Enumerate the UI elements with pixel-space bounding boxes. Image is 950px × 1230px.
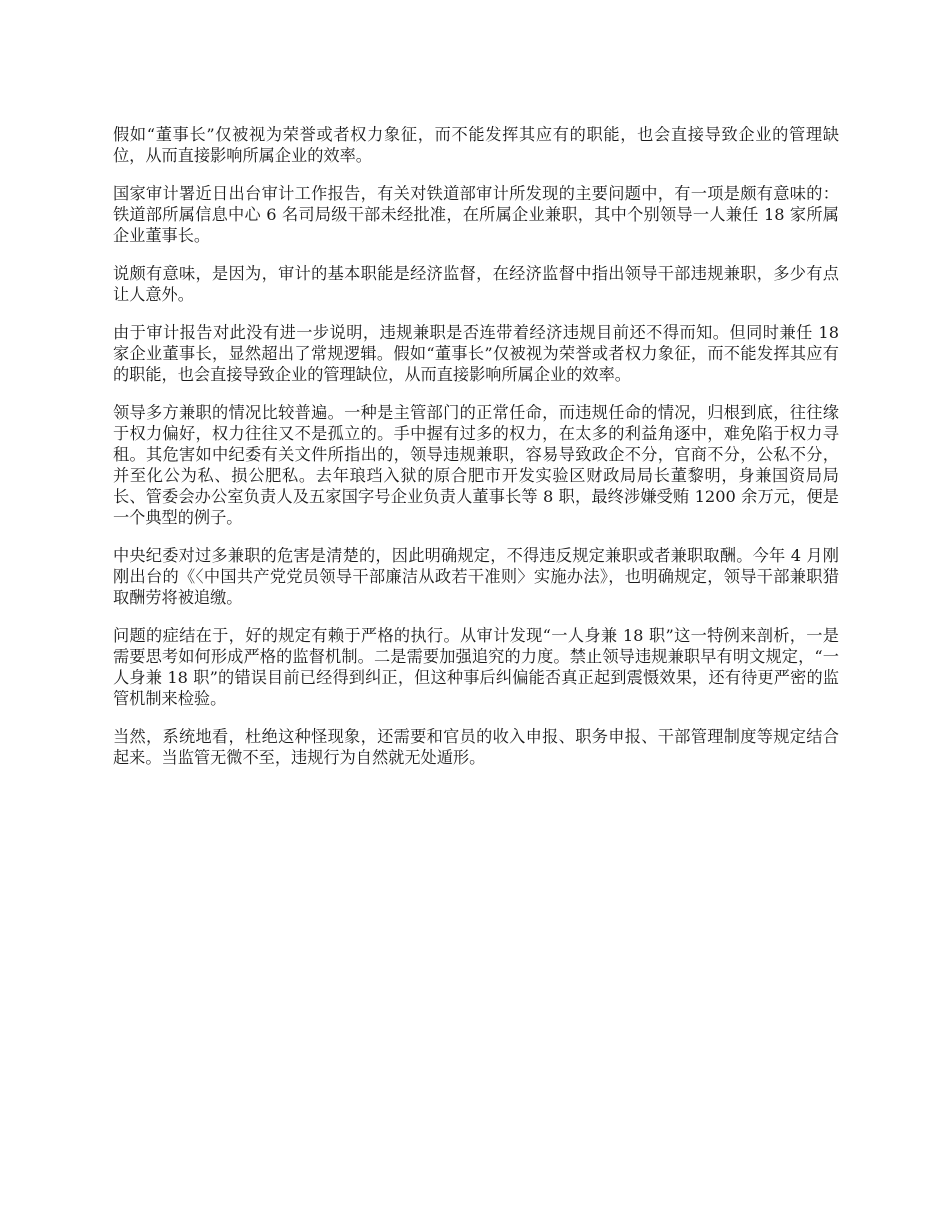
paragraph-1: 假如“董事长”仅被视为荣誉或者权力象征，而不能发挥其应有的职能，也会直接导致企业的管理缺位，从而直接影响所属企业的效率。	[113, 125, 839, 165]
paragraph-8: 当然，系统地看，杜绝这种怪现象，还需要和官员的收入申报、职务申报、干部管理制度等规定结合起来。当监管无微不至，违规行为自然就无处遁形。	[113, 727, 839, 767]
paragraph-7: 问题的症结在于，好的规定有赖于严格的执行。从审计发现“一人身兼 18 职”这一特例来剖析，一是需要思考如何形成严格的监督机制。二是需要加强追究的力度。禁止领导违规兼职早有明文规定，“一人身兼 18 职”的错误目前已经得到纠正，但这种事后纠偏能否真正起到震慑效果，还有待更严密的监管机制来检验。	[113, 626, 839, 708]
document-body	[113, 124, 839, 785]
paragraph-2: 国家审计署近日出台审计工作报告，有关对铁道部审计所发现的主要问题中，有一项是颇有意味的：铁道部所属信息中心 6 名司局级干部未经批准，在所属企业兼职，其中个别领导一人兼任 18 家所属企业董事长。	[113, 184, 839, 245]
paragraph-6: 中央纪委对过多兼职的危害是清楚的，因此明确规定，不得违反规定兼职或者兼职取酬。今年 4 月刚刚出台的《〈中国共产党党员领导干部廉洁从政若干准则〉实施办法》，也明确规定，领导干部兼职猎取酬劳将被追缴。	[113, 546, 839, 607]
paragraph-3: 说颇有意味，是因为，审计的基本职能是经济监督，在经济监督中指出领导干部违规兼职，多少有点让人意外。	[113, 264, 839, 304]
paragraph-4: 由于审计报告对此没有进一步说明，违规兼职是否连带着经济违规目前还不得而知。但同时兼任 18 家企业董事长，显然超出了常规逻辑。假如“董事长”仅被视为荣誉或者权力象征，而不能发挥其应有的职能，也会直接导致企业的管理缺位，从而直接影响所属企业的效率。	[113, 323, 839, 384]
paragraph-5: 领导多方兼职的情况比较普遍。一种是主管部门的正常任命，而违规任命的情况，归根到底，往往缘于权力偏好，权力往往又不是孤立的。手中握有过多的权力，在太多的利益角逐中，难免陷于权力寻租。其危害如中纪委有关文件所指出的，领导违规兼职，容易导致政企不分，官商不分，公私不分，并至化公为私、损公肥私。去年琅珰入狱的原合肥市开发实验区财政局局长董黎明，身兼国资局局长、管委会办公室负责人及五家国字号企业负责人董事长等 8 职，最终涉嫌受贿 1200 余万元，便是一个典型的例子。	[113, 403, 839, 527]
